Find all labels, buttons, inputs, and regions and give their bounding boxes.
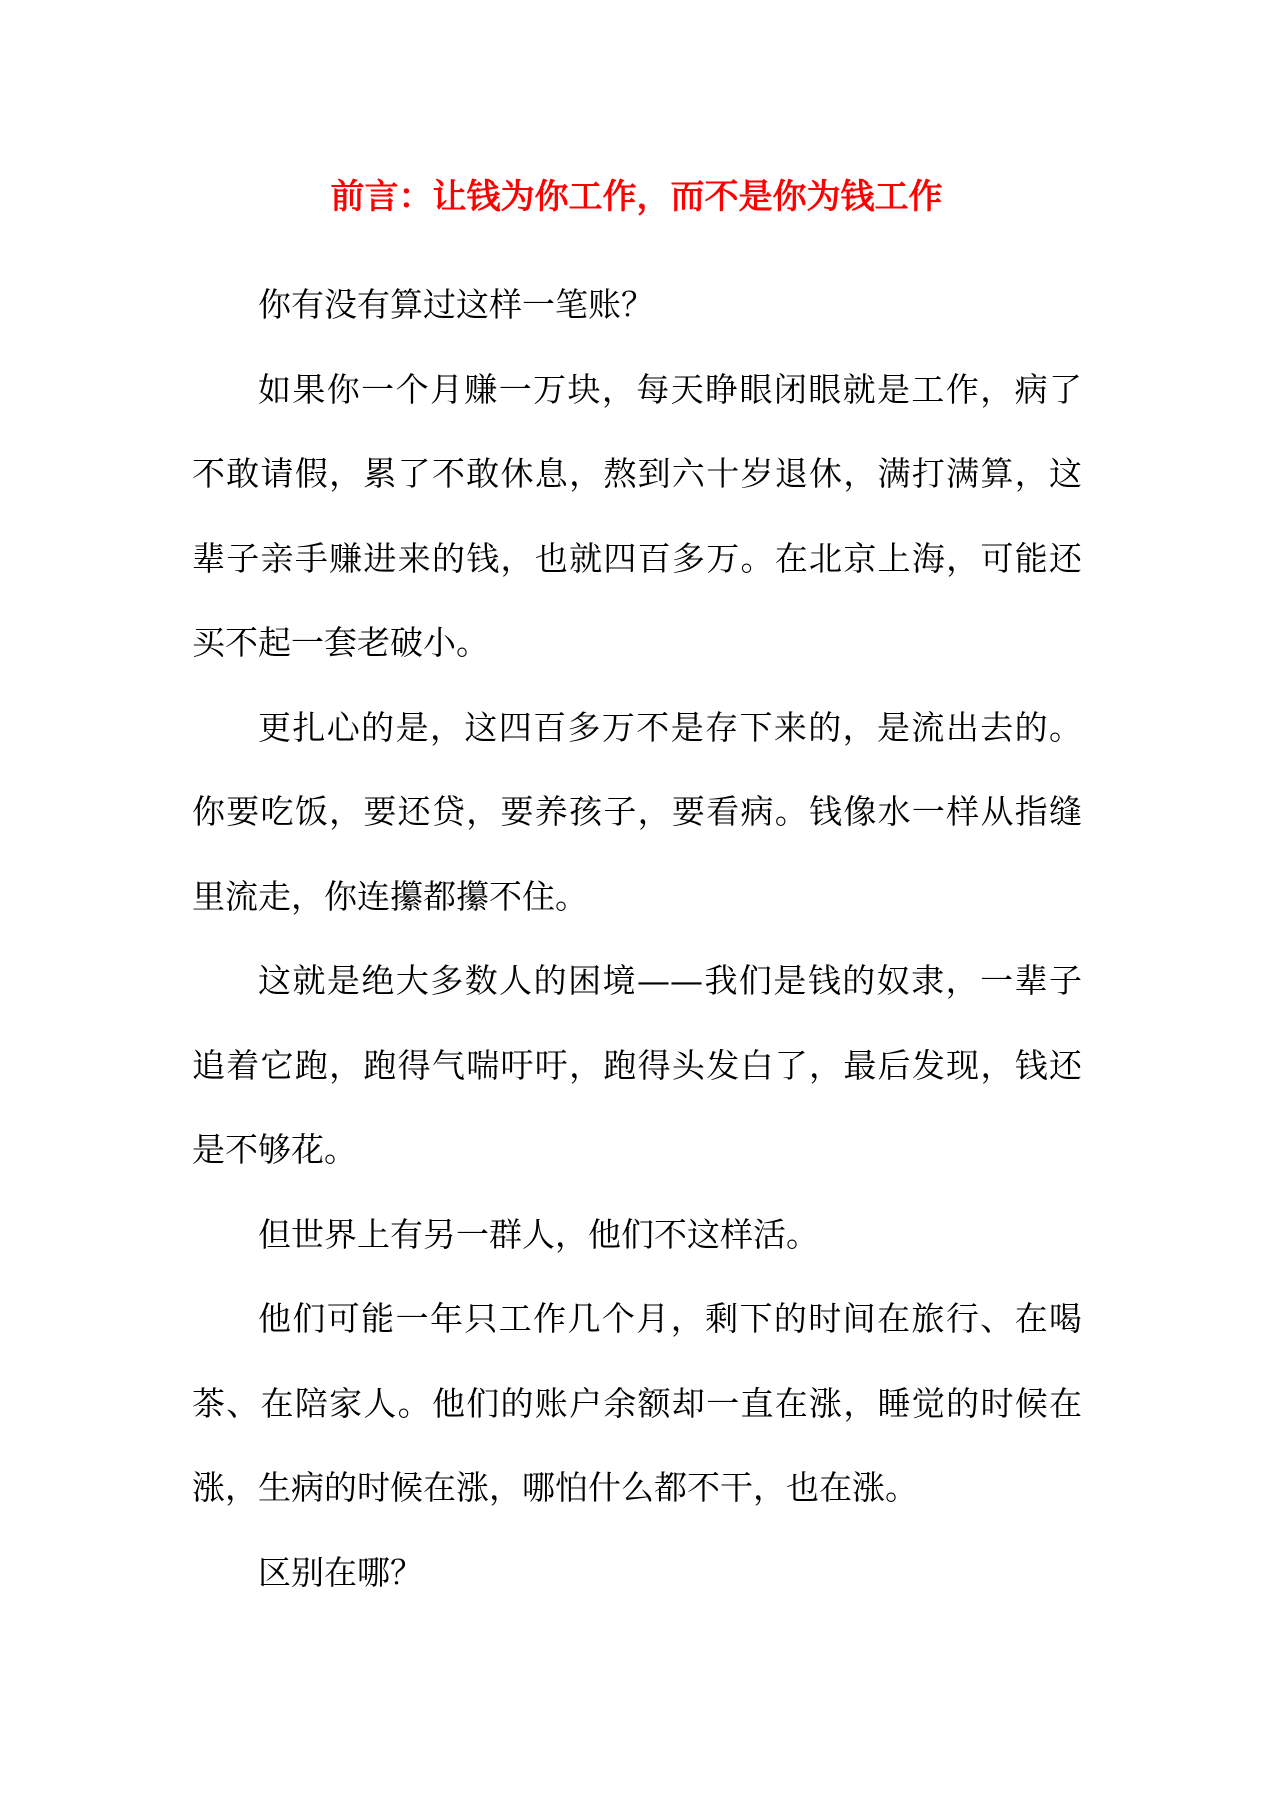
paragraph: 你有没有算过这样一笔账？ [258,285,654,324]
paragraph: 区别在哪？ [258,1552,423,1592]
paragraph: 更扎心的是，这四百多万不是存下来的，是流出去的。你要吃饭，要还贷，要养孩子，要看病。钱像水一样从指缝里流走，你连攥都攥不住。 [192,707,1082,916]
document-body [192,263,1082,1615]
paragraph: 但世界上有另一群人，他们不这样活。 [258,1214,819,1254]
paragraph: 这就是绝大多数人的困境——我们是钱的奴隶，一辈子追着它跑，跑得气喘吁吁，跑得头发白了，最后发现，钱还是不够花。 [192,961,1082,1169]
paragraph: 如果你一个月赚一万块，每天睁眼闭眼就是工作，病了不敢请假，累了不敢休息，熬到六十岁退休，满打满算，这辈子亲手赚进来的钱，也就四百多万。在北京上海，可能还买不起一套老破小。 [192,369,1082,662]
document-title: 前言：让钱为你工作，而不是你为钱工作 [330,177,943,217]
paragraph: 他们可能一年只工作几个月，剩下的时间在旅行、在喝茶、在陪家人。他们的账户余额却一直在涨，睡觉的时候在涨，生病的时候在涨，哪怕什么都不干，也在涨。 [192,1299,1082,1507]
